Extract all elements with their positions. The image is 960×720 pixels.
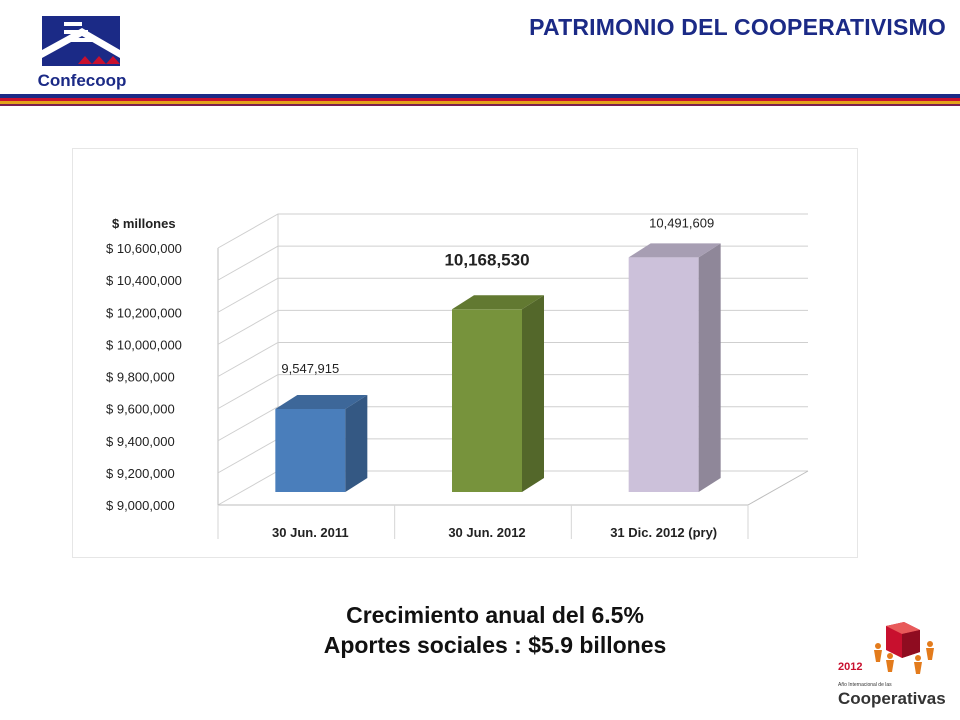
x-category-label: 31 Dic. 2012 (pry): [610, 525, 718, 540]
badge-small-text: Año Internacional de las: [838, 682, 892, 688]
caption-line-1: Crecimiento anual del 6.5%: [346, 602, 644, 628]
chart-bars: [275, 243, 720, 492]
x-category-label: 30 Jun. 2012: [448, 525, 526, 540]
slide-title: PATRIMONIO DEL COOPERATIVISMO: [529, 14, 946, 40]
x-axis-categories: [272, 525, 717, 540]
y-tick-label: $ 10,000,000: [106, 337, 182, 353]
y-axis-ticks: [106, 241, 182, 513]
bar-value-label: 10,168,530: [444, 250, 530, 270]
y-tick-label: $ 10,600,000: [106, 241, 182, 256]
caption: [0, 600, 960, 660]
bar-value-label: 9,547,915: [281, 360, 340, 376]
bar-side: [699, 243, 721, 492]
bar-value-label: 10,491,609: [649, 215, 715, 231]
bar-front: [629, 257, 699, 492]
y-tick-label: $ 9,400,000: [106, 433, 175, 449]
y-tick-label: $ 9,800,000: [106, 369, 175, 385]
y-tick-label: $ 9,600,000: [106, 401, 175, 417]
bar-front: [452, 309, 522, 492]
floor-edge: [748, 471, 808, 505]
x-category-label: 30 Jun. 2011: [272, 525, 349, 540]
y-tick-label: $ 10,400,000: [106, 273, 182, 289]
badge-year: 2012: [838, 661, 863, 673]
bar-front: [275, 409, 345, 492]
logo-text: Confecoop: [37, 71, 127, 90]
y-tick-label: $ 10,200,000: [106, 305, 182, 321]
y-tick-label: $ 9,200,000: [106, 465, 175, 481]
badge-big-text: Cooperativas: [838, 689, 946, 708]
caption-line-2: Aportes sociales : $5.9 billones: [323, 632, 667, 658]
bar-side: [345, 395, 367, 492]
y-tick-label: $ 9,000,000: [106, 498, 175, 513]
gridline: [218, 214, 808, 248]
y-axis-label: $ millones: [112, 216, 176, 231]
bar-side: [522, 295, 544, 492]
cooperativas-2012-badge: [834, 618, 952, 710]
